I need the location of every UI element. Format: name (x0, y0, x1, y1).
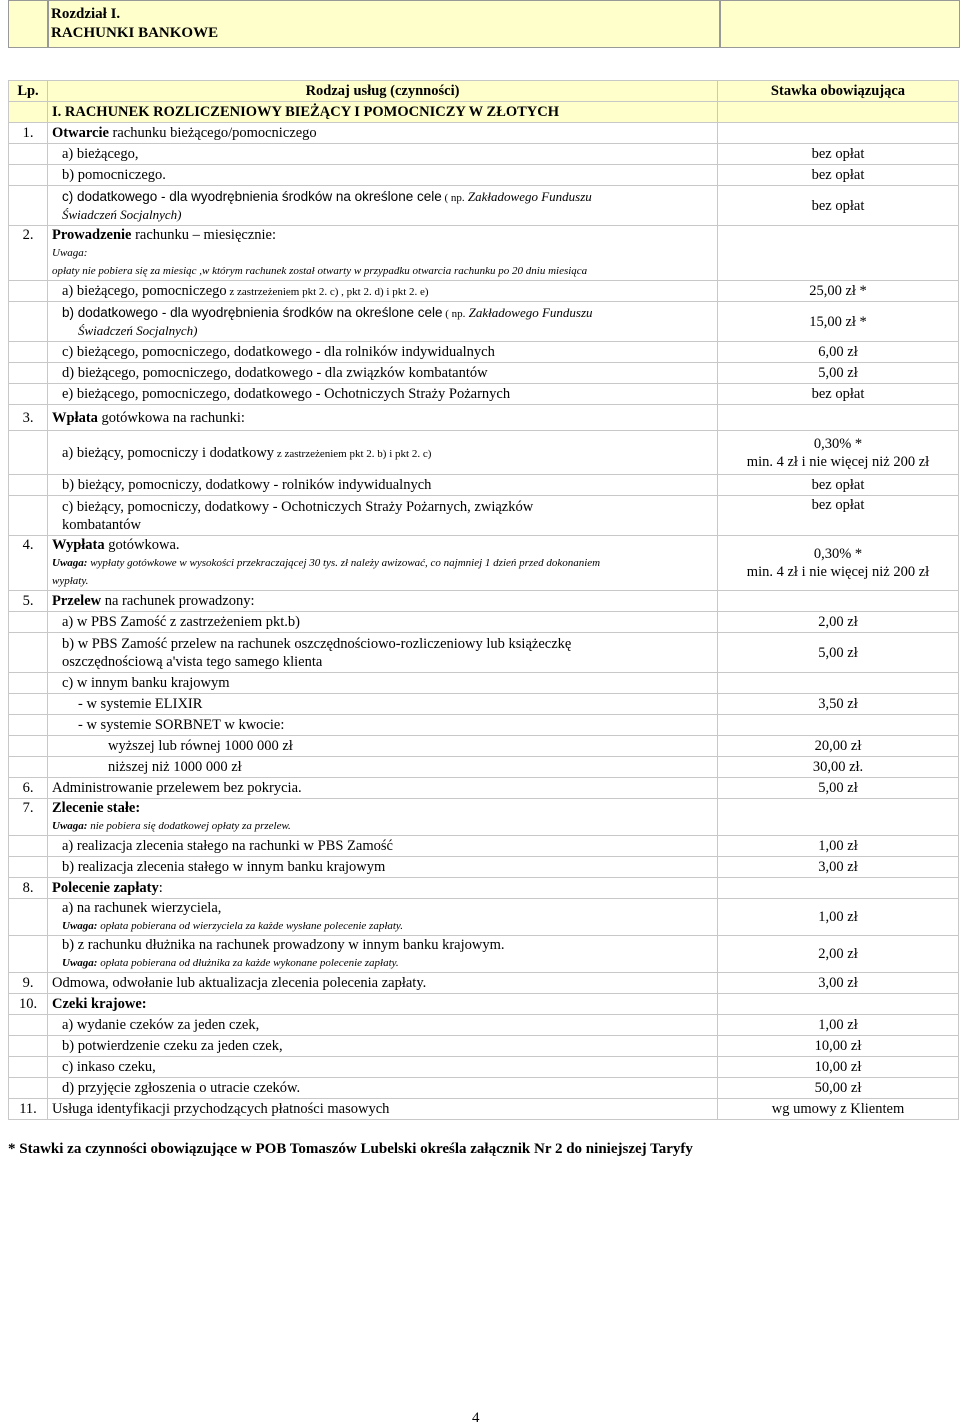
row-title-bold: Zlecenie stałe: (52, 800, 141, 816)
table-row (9, 226, 959, 281)
chapter-title-line1: Rozdział I. (51, 6, 121, 22)
row-text-italic2: Świadczeń Socjalnych) (78, 322, 198, 338)
row-text: niższej niż 1000 000 zł (48, 757, 718, 778)
chapter-title (48, 0, 720, 48)
row-rate: 1,00 zł (718, 1015, 959, 1036)
row-rate: wg umowy z Klientem (718, 1099, 959, 1120)
header-cell-right (720, 0, 960, 48)
row-text: Odmowa, odwołanie lub aktualizacja zlecenia polecenia zapłaty. (48, 973, 718, 994)
row-text: a) bieżącego, (48, 144, 718, 165)
row-text: c) bieżący, pomocniczy, dodatkowy - Ochotniczych Straży Pożarnych, związków (62, 498, 534, 515)
col-stawka: Stawka obowiązująca (718, 81, 959, 102)
row-rate: 10,00 zł (718, 1057, 959, 1078)
row-text: a) bieżącego, pomocniczego (62, 283, 227, 299)
table-row (9, 123, 959, 144)
note-text: opłata pobierana od wierzyciela za każde wysłane polecenie zapłaty. (97, 920, 403, 932)
chapter-header (8, 0, 960, 42)
row-title-rest: na rachunek prowadzony: (101, 593, 255, 609)
row-text: b) pomocniczego. (48, 165, 718, 186)
table-row (9, 1015, 959, 1036)
table-row (9, 633, 959, 673)
table-row (9, 342, 959, 363)
row-title-bold: Czeki krajowe: (48, 994, 718, 1015)
row-title-bold: Polecenie zapłaty (52, 880, 159, 896)
row-rate: 6,00 zł (718, 342, 959, 363)
row-rate: 0,30% * (813, 546, 863, 562)
row-rate: 3,00 zł (718, 973, 959, 994)
table-row (9, 799, 959, 836)
note-text-cont: wypłaty. (52, 575, 89, 587)
note-label: Uwaga: (52, 557, 88, 569)
row-text: d) bieżącego, pomocniczego, dodatkowego - dla związków kombatantów (48, 363, 718, 384)
table-row (9, 836, 959, 857)
table-row (9, 715, 959, 736)
row-text: c) inkaso czeku, (48, 1057, 718, 1078)
row-text: - w systemie SORBNET w kwocie: (48, 715, 718, 736)
row-number: 10. (9, 994, 48, 1015)
table-row (9, 736, 959, 757)
col-lp: Lp. (9, 81, 48, 102)
row-text: wyższej lub równej 1000 000 zł (48, 736, 718, 757)
row-number: 8. (9, 878, 48, 899)
row-title-bold: Otwarcie (52, 125, 109, 141)
row-text: b) z rachunku dłużnika na rachunek prowadzony w innym banku krajowym. (62, 937, 505, 953)
row-rate: bez opłat (718, 496, 959, 536)
note-label: Uwaga: (62, 920, 98, 932)
fee-table (8, 80, 959, 1120)
table-row (9, 475, 959, 496)
row-text: b) dodatkowego - dla wyodrębnienia środków na określone cele (62, 304, 443, 320)
row-title-rest: rachunku bieżącego/pomocniczego (108, 125, 317, 141)
row-text: a) bieżący, pomocniczy i dodatkowy (62, 444, 275, 461)
note-label: Uwaga: (62, 957, 98, 969)
note-text: nie pobiera się dodatkowej opłaty za przelew. (87, 820, 291, 832)
footnote: * Stawki za czynności obowiązujące w POB Tomaszów Lubelski określa załącznik Nr 2 do niniejszej Taryfy (8, 1141, 693, 1157)
row-text: e) bieżącego, pomocniczego, dodatkowego - Ochotniczych Straży Pożarnych (48, 384, 718, 405)
row-rate: 20,00 zł (718, 736, 959, 757)
table-row (9, 973, 959, 994)
table-row (9, 591, 959, 612)
header-cell-left (8, 0, 48, 48)
table-row (9, 405, 959, 431)
table-row (9, 1036, 959, 1057)
chapter-title-line2: RACHUNKI BANKOWE (51, 25, 219, 41)
row-text: c) bieżącego, pomocniczego, dodatkowego - dla rolników indywidualnych (48, 342, 718, 363)
table-row (9, 936, 959, 973)
note-label: Uwaga: (52, 247, 88, 259)
table-row (9, 281, 959, 302)
page-number: 4 (472, 1410, 480, 1426)
row-text: a) realizacja zlecenia stałego na rachunki w PBS Zamość (48, 836, 718, 857)
row-rate: bez opłat (718, 144, 959, 165)
section-title-row (9, 102, 959, 123)
row-rate: 5,00 zł (718, 633, 959, 673)
note-text: opłata pobierana od dłużnika za każde wykonane polecenie zapłaty. (97, 957, 399, 969)
row-title-rest: : (158, 880, 163, 896)
table-row (9, 384, 959, 405)
row-rate: 25,00 zł * (718, 281, 959, 302)
row-number: 1. (9, 123, 48, 144)
row-number: 7. (9, 799, 48, 836)
row-number: 11. (9, 1099, 48, 1120)
row-rate: bez opłat (718, 475, 959, 496)
row-rate: 1,00 zł (718, 836, 959, 857)
row-number: 4. (9, 536, 48, 591)
table-row (9, 994, 959, 1015)
note-text: opłaty nie pobiera się za miesiąc ,w którym rachunek został otwarty w przypadku otwarcia rachunku po 20 dniu miesiąca (52, 265, 588, 277)
row-text: c) dodatkowego - dla wyodrębnienia środków na określone cele (62, 188, 442, 204)
row-rate: 2,00 zł (718, 936, 959, 973)
row-rate: 50,00 zł (718, 1078, 959, 1099)
row-text-small: z zastrzeżeniem pkt 2. c) , pkt 2. d) i pkt 2. e) (226, 286, 429, 298)
table-row (9, 673, 959, 694)
row-rate: bez opłat (718, 165, 959, 186)
row-text-italic: Zakładowego Funduszu (465, 304, 593, 320)
note-label: Uwaga: (52, 820, 88, 832)
table-row (9, 431, 959, 475)
table-row (9, 536, 959, 591)
table-row (9, 1099, 959, 1120)
table-row (9, 757, 959, 778)
table-header-row (9, 81, 959, 102)
row-text-cont: kombatantów (62, 516, 141, 533)
table-row (9, 857, 959, 878)
section-title: I. RACHUNEK ROZLICZENIOWY BIEŻĄCY I POMOCNICZY W ZŁOTYCH (48, 102, 718, 123)
table-row (9, 1078, 959, 1099)
row-text: d) przyjęcie zgłoszenia o utracie czeków. (48, 1078, 718, 1099)
row-text: b) bieżący, pomocniczy, dodatkowy - rolników indywidualnych (48, 475, 718, 496)
row-rate: 5,00 zł (718, 778, 959, 799)
row-rate: 30,00 zł. (718, 757, 959, 778)
table-row (9, 186, 959, 226)
table-row (9, 778, 959, 799)
row-number: 9. (9, 973, 48, 994)
row-title-bold: Wypłata (52, 537, 105, 553)
row-title-bold: Przelew (52, 593, 102, 609)
row-number: 6. (9, 778, 48, 799)
table-row (9, 144, 959, 165)
row-rate: bez opłat (718, 384, 959, 405)
row-rate: 1,00 zł (718, 899, 959, 936)
row-text-italic2: Świadczeń Socjalnych) (62, 206, 182, 222)
row-text-paren: ( np. (442, 307, 466, 320)
table-row (9, 363, 959, 384)
row-text-italic: Zakładowego Funduszu (464, 188, 592, 204)
table-row (9, 899, 959, 936)
row-text: a) w PBS Zamość z zastrzeżeniem pkt.b) (48, 612, 718, 633)
row-rate: 10,00 zł (718, 1036, 959, 1057)
row-text: b) realizacja zlecenia stałego w innym banku krajowym (48, 857, 718, 878)
row-rate: 3,50 zł (718, 694, 959, 715)
row-text: Usługa identyfikacji przychodzących płatności masowych (48, 1099, 718, 1120)
row-rate: 2,00 zł (718, 612, 959, 633)
row-rate-min: min. 4 zł i nie więcej niż 200 zł (746, 564, 930, 580)
row-title-rest: rachunku – miesięcznie: (131, 227, 277, 243)
table-row (9, 694, 959, 715)
row-text-paren: ( np. (441, 191, 465, 204)
row-title-bold: Prowadzenie (52, 227, 132, 243)
row-number: 3. (9, 405, 48, 431)
note-text: wypłaty gotówkowe w wysokości przekraczającej 30 tys. zł należy awizować, co najmniej 1 dzień przed dokonaniem (87, 557, 601, 569)
row-rate-min: min. 4 zł i nie więcej niż 200 zł (746, 453, 930, 470)
row-text: a) wydanie czeków za jeden czek, (48, 1015, 718, 1036)
row-text: Administrowanie przelewem bez pokrycia. (48, 778, 718, 799)
row-number: 5. (9, 591, 48, 612)
row-text: c) w innym banku krajowym (48, 673, 718, 694)
table-row (9, 612, 959, 633)
table-row (9, 878, 959, 899)
table-row (9, 165, 959, 186)
row-rate: 0,30% * (813, 435, 863, 452)
row-text: b) potwierdzenie czeku za jeden czek, (48, 1036, 718, 1057)
row-title-bold: Wpłata (52, 409, 98, 426)
table-row (9, 1057, 959, 1078)
row-text-cont: oszczędnościową a'vista tego samego klienta (62, 653, 323, 670)
row-rate: 5,00 zł (718, 363, 959, 384)
row-text: a) na rachunek wierzyciela, (62, 900, 222, 916)
col-usluga: Rodzaj usług (czynności) (48, 81, 718, 102)
row-number: 2. (9, 226, 48, 281)
table-row (9, 302, 959, 342)
row-rate: 15,00 zł * (718, 302, 959, 342)
row-text-small: z zastrzeżeniem pkt 2. b) i pkt 2. c) (274, 447, 432, 460)
row-title-rest: gotówkowa. (104, 537, 180, 553)
row-text: b) w PBS Zamość przelew na rachunek oszczędnościowo-rozliczeniowy lub książeczkę (62, 635, 572, 652)
table-row (9, 496, 959, 536)
row-rate: 3,00 zł (718, 857, 959, 878)
row-rate: bez opłat (718, 186, 959, 226)
row-title-rest: gotówkowa na rachunki: (97, 409, 245, 426)
row-text: - w systemie ELIXIR (48, 694, 718, 715)
